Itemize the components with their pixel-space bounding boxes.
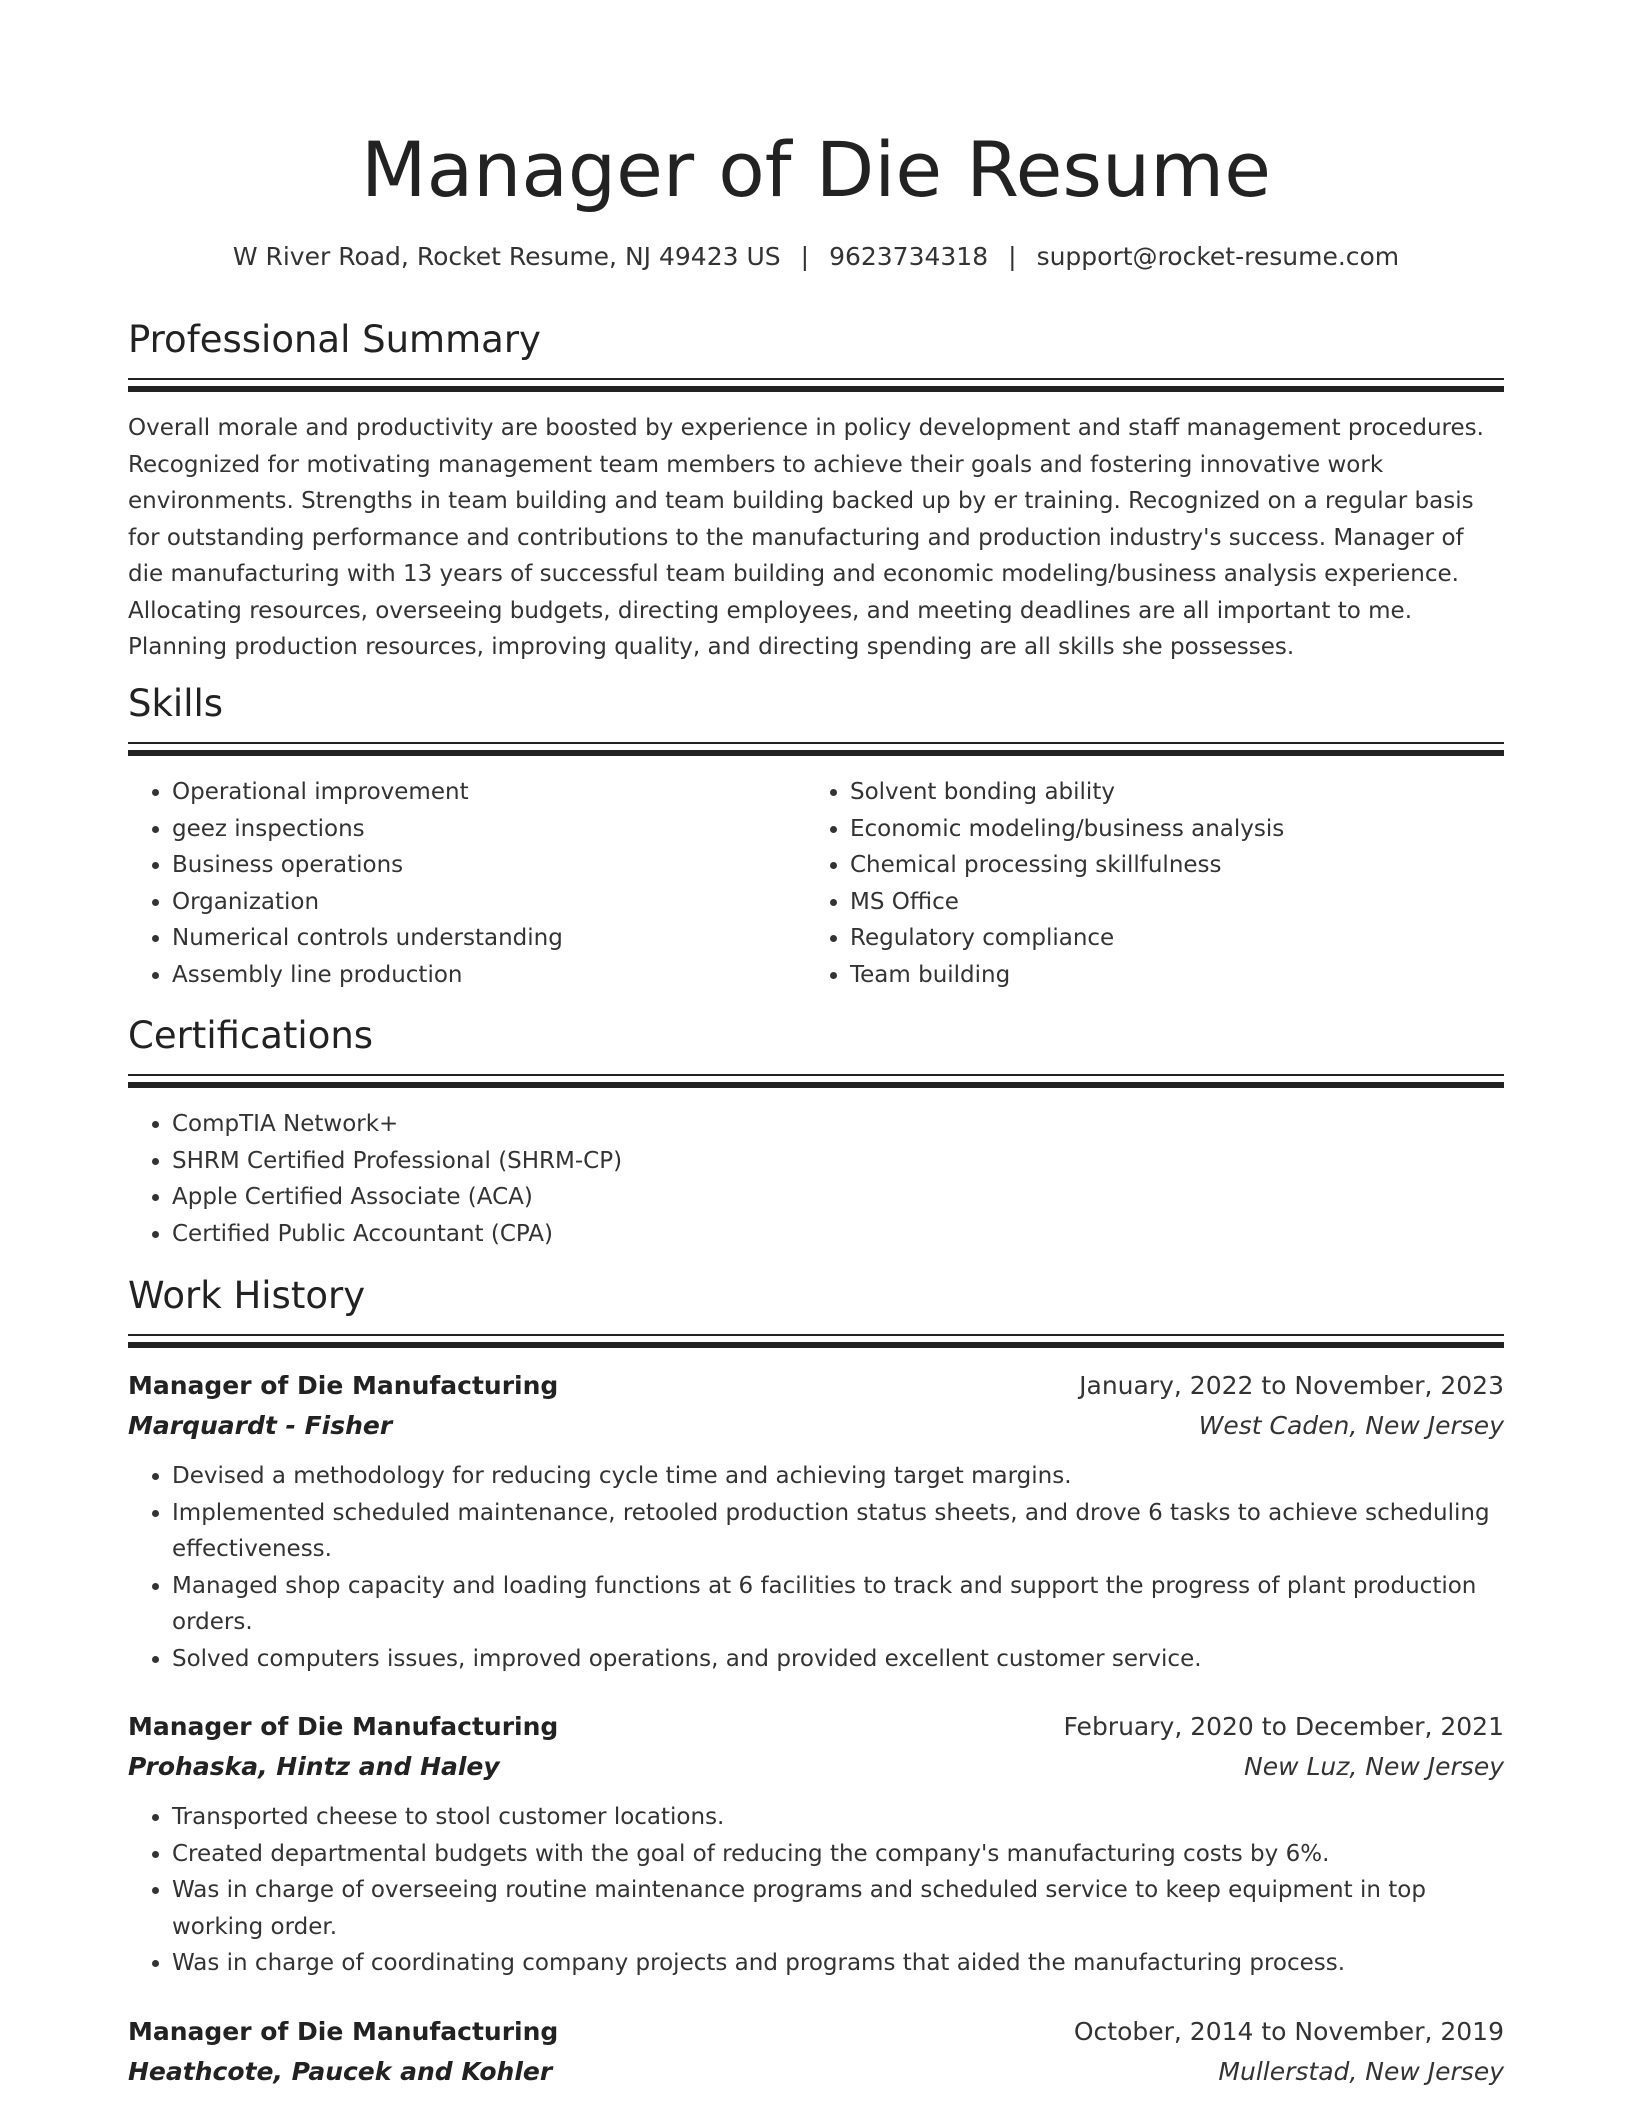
list-item: • Organization xyxy=(172,884,806,921)
job-dates: February, 2020 to December, 2021 xyxy=(1063,1712,1504,1741)
section-rule xyxy=(128,1342,1504,1348)
job-bullets xyxy=(128,1458,1504,1677)
list-item: • Solvent bonding ability xyxy=(850,774,1484,811)
list-item: • Certified Public Accountant (CPA) xyxy=(172,1216,1504,1253)
work-history-heading: Work History xyxy=(128,1274,366,1317)
list-item: • Was in charge of coordinating company projects and programs that aided the manufacturing process. xyxy=(172,1945,1504,1982)
list-item: • Solved computers issues, improved operations, and provided excellent customer service. xyxy=(172,1641,1504,1678)
job-company: Prohaska, Hintz and Haley xyxy=(128,1752,500,1781)
list-item: • Assembly line production xyxy=(172,957,806,994)
skills-heading: Skills xyxy=(128,682,224,725)
section-rule xyxy=(128,1334,1504,1336)
certifications-list xyxy=(128,1106,1504,1252)
contact-address: W River Road, Rocket Resume, NJ 49423 US xyxy=(232,242,781,271)
list-item: • MS Office xyxy=(850,884,1484,921)
job-company: Heathcote, Paucek and Kohler xyxy=(128,2056,553,2086)
skills-columns xyxy=(128,774,1504,993)
list-item: • Implemented scheduled maintenance, retooled production status sheets, and drove 6 tasks to achieve scheduling effectiveness. xyxy=(172,1495,1504,1568)
list-item: • Business operations xyxy=(172,847,806,884)
job-subheader-row xyxy=(128,1747,1504,1787)
list-item: • Devised a methodology for reducing cycle time and achieving target margins. xyxy=(172,1458,1504,1495)
contact-phone: 9623734318 xyxy=(829,242,989,271)
section-rule xyxy=(128,386,1504,392)
job-company: Marquardt - Fisher xyxy=(128,1411,393,1440)
job-subheader-row xyxy=(128,1406,1504,1446)
job-entry xyxy=(128,2012,1504,2092)
job-header-row xyxy=(128,1707,1504,1747)
certifications-heading: Certifications xyxy=(128,1014,374,1057)
skills-section xyxy=(128,680,1504,993)
certifications-section xyxy=(128,1012,1504,1252)
work-history-section xyxy=(128,1272,1504,2092)
section-rule xyxy=(128,1082,1504,1088)
contact-email: support@rocket-resume.com xyxy=(1036,242,1400,271)
job-title: Manager of Die Manufacturing xyxy=(128,1371,559,1400)
list-item: • Team building xyxy=(850,957,1484,994)
job-entry xyxy=(128,1707,1504,1982)
job-title: Manager of Die Manufacturing xyxy=(128,2016,559,2046)
job-bullets xyxy=(128,1799,1504,1982)
list-item: • Managed shop capacity and loading functions at 6 facilities to track and support the progress of plant production orders. xyxy=(172,1568,1504,1641)
list-item: • geez inspections xyxy=(172,811,806,848)
job-location: Mullerstad, New Jersey xyxy=(1218,2056,1504,2086)
job-header-row xyxy=(128,1366,1504,1406)
list-item: • Was in charge of overseeing routine maintenance programs and scheduled service to keep equipment in top working order. xyxy=(172,1872,1504,1945)
job-entry xyxy=(128,1366,1504,1677)
skills-list-left xyxy=(128,774,806,993)
section-rule xyxy=(128,378,1504,380)
section-rule xyxy=(128,750,1504,756)
skills-list-right xyxy=(806,774,1484,993)
job-subheader-row xyxy=(128,2052,1504,2092)
resume-title: Manager of Die Resume xyxy=(361,125,1271,214)
job-location: West Caden, New Jersey xyxy=(1198,1411,1504,1440)
list-item: • Transported cheese to stool customer locations. xyxy=(172,1799,1504,1836)
section-rule xyxy=(128,1074,1504,1076)
list-item: • Economic modeling/business analysis xyxy=(850,811,1484,848)
list-item: • CompTIA Network+ xyxy=(172,1106,1504,1143)
job-location: New Luz, New Jersey xyxy=(1244,1752,1504,1781)
summary-text: Overall morale and productivity are boosted by experience in policy development and staff management procedures. Recognized for motivating management team members to achieve their goals and fostering innovative work environments. Strengths in team building and team building backed up by er training. Recognized on a regular basis for outstanding performance and contributions to the manufacturing and production industry's success. Manager of die manufacturing with 13 years of successful team building and economic modeling/business analysis experience. Allocating resources, overseeing budgets, directing employees, and meeting deadlines are all important to me. Planning production resources, improving quality, and directing spending are all skills she possesses. xyxy=(128,415,1484,660)
contact-separator: | xyxy=(800,242,810,271)
job-dates: October, 2014 to November, 2019 xyxy=(1073,2016,1504,2046)
summary-section xyxy=(128,316,1504,666)
list-item: • Operational improvement xyxy=(172,774,806,811)
summary-heading: Professional Summary xyxy=(128,318,541,361)
list-item: • Numerical controls understanding xyxy=(172,920,806,957)
section-rule xyxy=(128,742,1504,744)
list-item: • Regulatory compliance xyxy=(850,920,1484,957)
list-item: • Created departmental budgets with the goal of reducing the company's manufacturing costs by 6%. xyxy=(172,1836,1504,1873)
list-item: • SHRM Certified Professional (SHRM-CP) xyxy=(172,1143,1504,1180)
contact-separator: | xyxy=(1008,242,1017,271)
contact-line xyxy=(128,240,1504,274)
job-header-row xyxy=(128,2012,1504,2052)
job-dates: January, 2022 to November, 2023 xyxy=(1079,1371,1504,1400)
list-item: • Chemical processing skillfulness xyxy=(850,847,1484,884)
list-item: • Apple Certified Associate (ACA) xyxy=(172,1179,1504,1216)
job-title: Manager of Die Manufacturing xyxy=(128,1712,559,1741)
